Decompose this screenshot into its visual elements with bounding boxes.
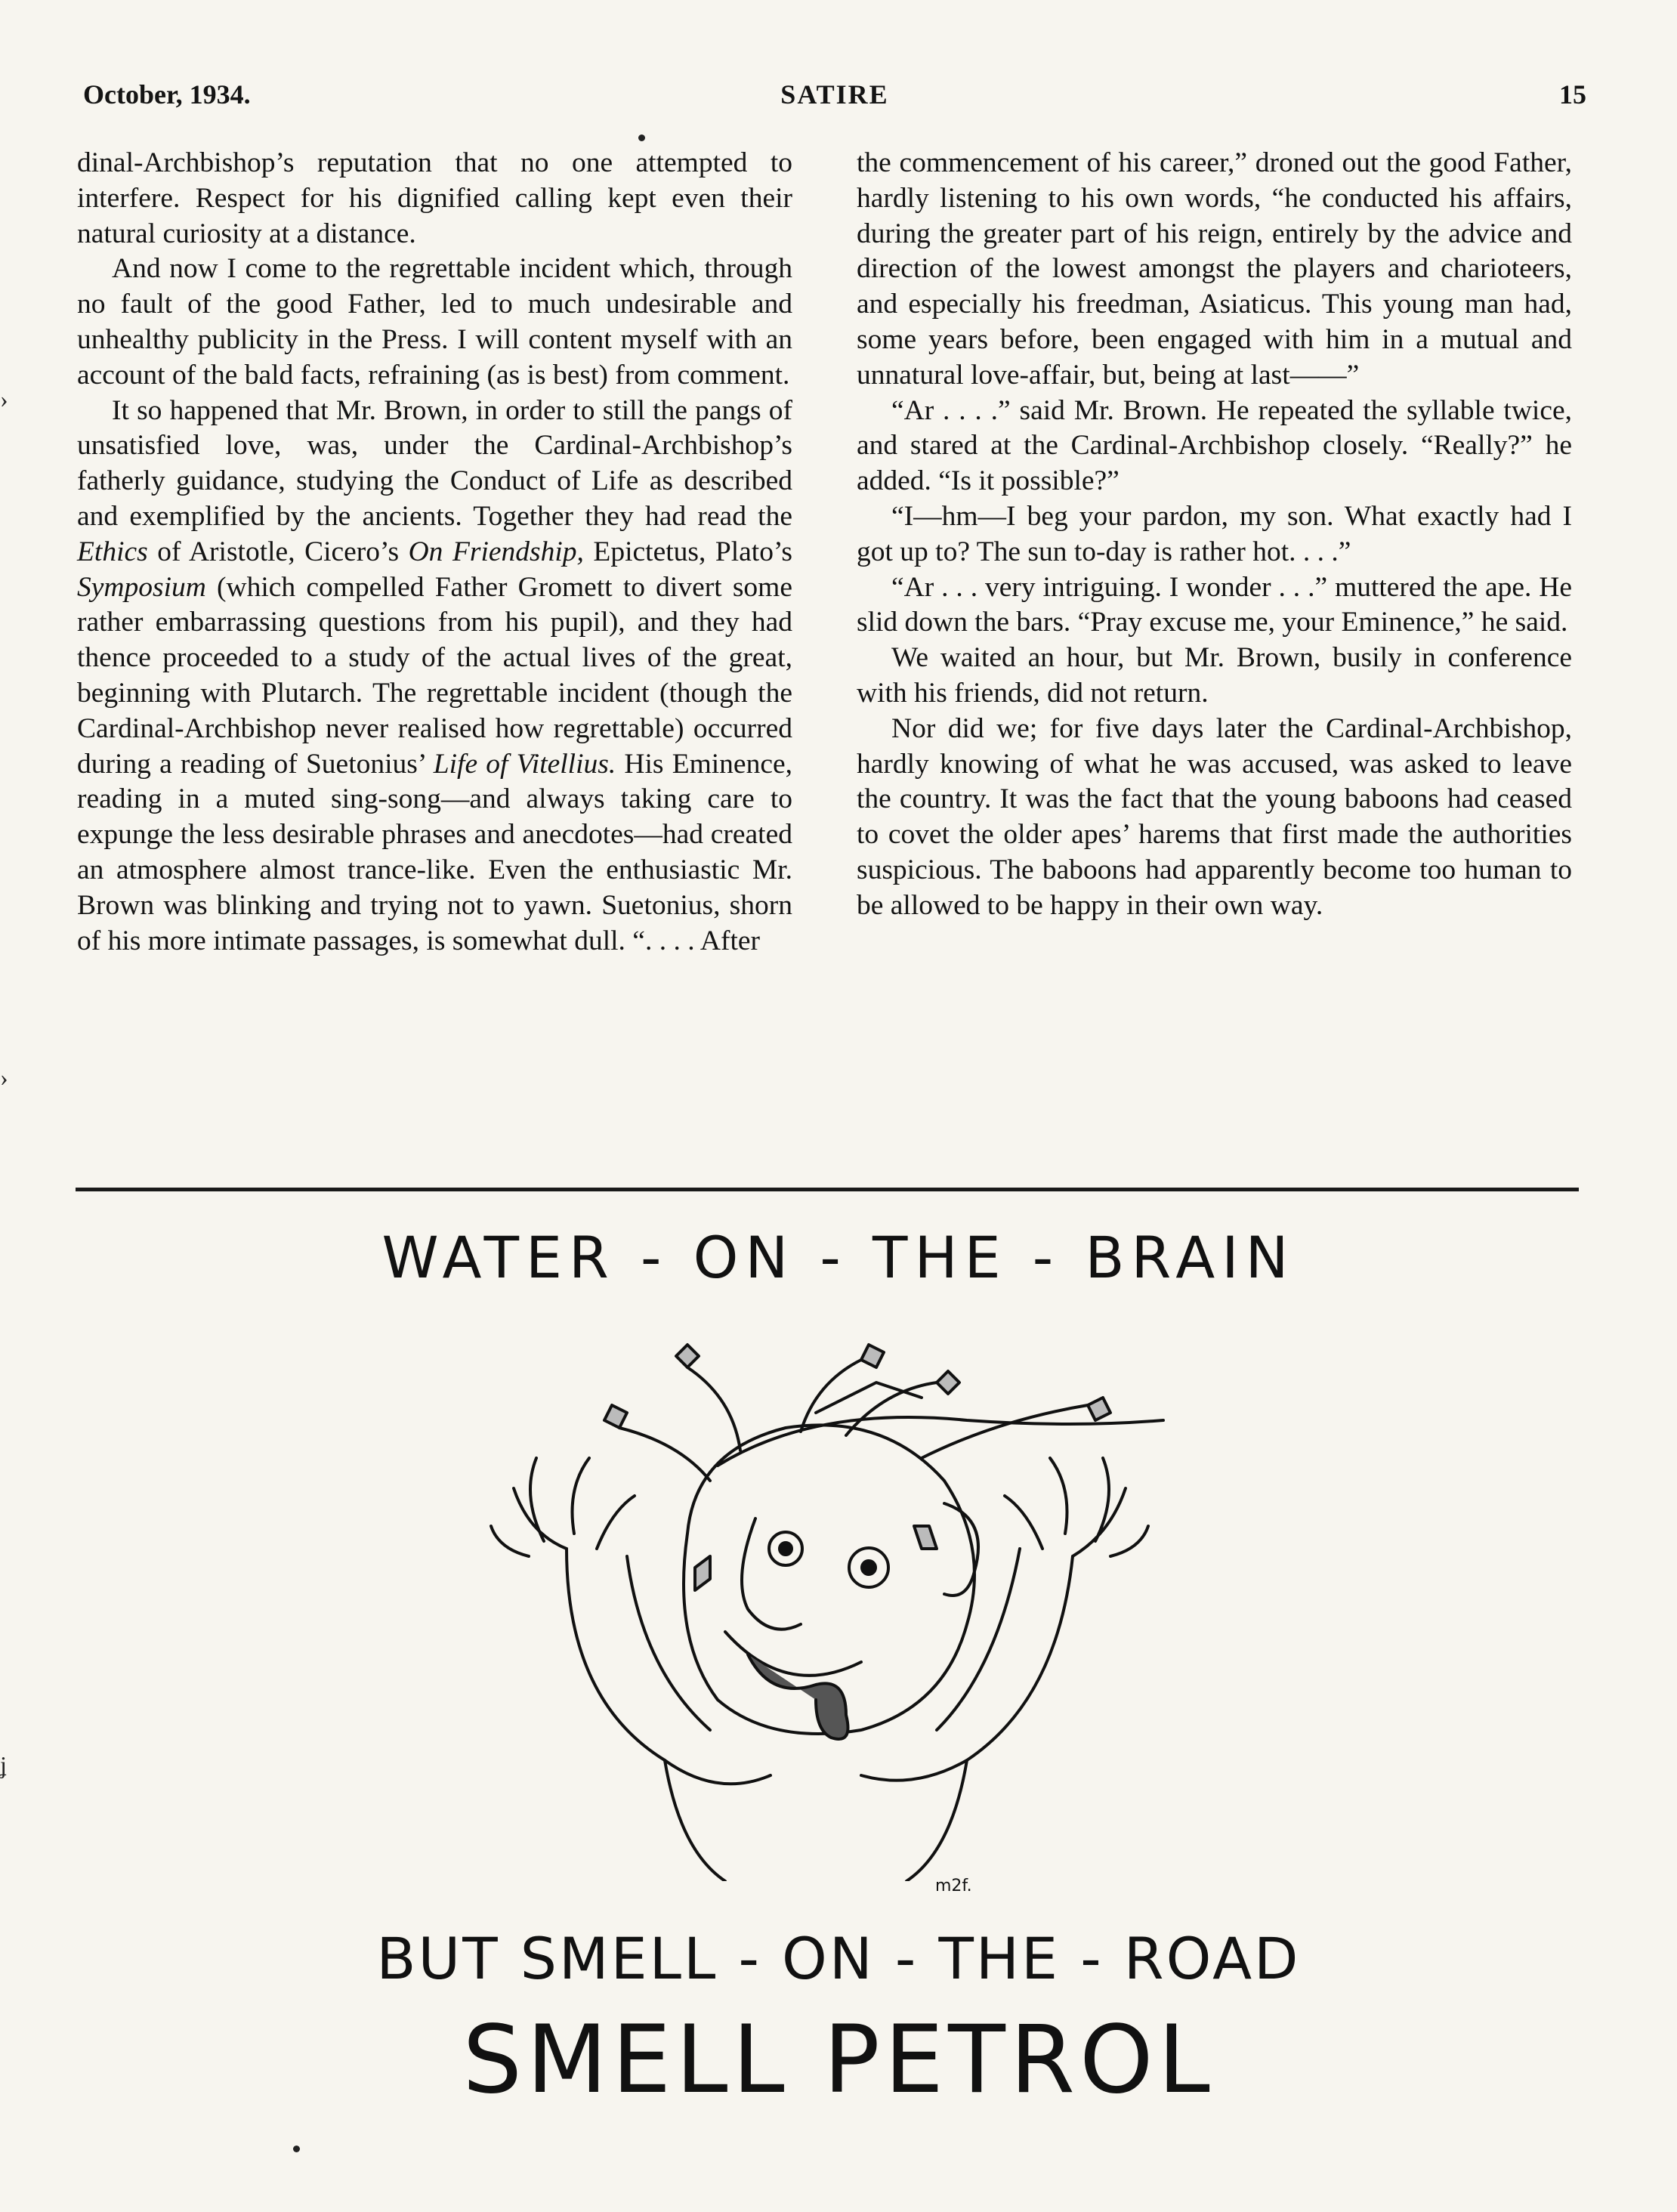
left-hand-fingers [491, 1458, 635, 1556]
cartoon-illustration [393, 1307, 1254, 1881]
issue-date: October, 1934. [83, 79, 251, 110]
paragraph: “I—hm—I beg your pardon, my son. What exactly had I got up to? The sun to-day is rather hot. . . .” [857, 500, 1572, 567]
paragraph: We waited an hour, but Mr. Brown, busily in conference with his friends, did not return. [857, 642, 1572, 709]
right-column [857, 146, 1572, 924]
paragraph: dinal-Archbishop’s reputation that no one attempted to interfere. Respect for his dignified calling kept even their natural curiosity at a distance. [77, 147, 792, 249]
text-run: His Eminence, reading in a muted sing-song—and always taking care to expunge the less desirable phrases and anecdotes—had created an atmosphere almost trance-like. Even the enthusiastic Mr. Brown was blinking and trying not to yawn. Suetonius, shorn of his more intimate passages, is somewhat dull. “. . . . After [77, 748, 792, 956]
artist-signature: m2f. [935, 1877, 972, 1895]
margin-mark: › [0, 1064, 8, 1091]
italic-title: Ethics [77, 536, 148, 567]
text-run: It so happened that Mr. Brown, in order to still the pangs of unsatisfied love, was, under the Cardinal-Archbishop’s fatherly guidance, studying the Conduct of Life as described and exemplified by the ancients. Together they had read the [77, 394, 792, 532]
left-pupil [780, 1543, 792, 1555]
italic-title: On Friendship, [408, 536, 584, 567]
ad-tagline: BUT SMELL - ON - THE - ROAD [376, 1925, 1301, 1992]
paragraph: the commencement of his career,” droned out the good Father, hardly listening to his own words, “he conducted his affairs, during the greater part of his reign, entirely by the advice and direction of the lowest amongst the players and charioteers, and especially his freedman, Asiaticus. This young man had, some years before, been engaged with him in a mutual and unnatural love-affair, but, being at last——” [857, 147, 1572, 391]
hop-cones-small [695, 1526, 937, 1590]
paragraph: “Ar . . . very intriguing. I wonder . . .” muttered the ape. He slid down the bars. “Pray excuse me, your Eminence,” he said. [857, 571, 1572, 638]
hat-crown-line [816, 1382, 922, 1413]
mouth [725, 1632, 861, 1676]
paragraph: And now I come to the regrettable incident which, through no fault of the good Father, led to much undesirable and unhealthy publicity in the Press. I will content myself with an account of the bald facts, refraining (as is best) from comment. [77, 253, 792, 391]
left-arm [567, 1549, 771, 1784]
running-header [83, 79, 1586, 121]
print-speck [293, 2146, 300, 2152]
paragraph: Nor did we; for five days later the Cardinal-Archbishop, hardly knowing of what he was accused, was asked to leave the country. It was the fact that the young baboons had ceased to covet the older apes’ harems that first made the authorities suspicious. The baboons had apparently become too human to be allowed to be happy in their own way. [857, 712, 1572, 921]
print-speck [638, 134, 645, 141]
magazine-title: SATIRE [780, 79, 889, 110]
right-arm-inner [937, 1549, 1020, 1730]
text-run: Epictetus, Plato’s [583, 536, 792, 567]
hat-brim-line [718, 1417, 1163, 1466]
nose [742, 1518, 801, 1630]
right-hand-fingers [1005, 1458, 1148, 1556]
text-run: of Aristotle, Cicero’s [147, 536, 409, 567]
margin-mark: ʝ [0, 1751, 7, 1778]
ad-brand: SMELL PETROL [462, 2006, 1215, 2115]
italic-title: Life of Vitellius. [433, 748, 616, 780]
paragraph: “Ar . . . .” said Mr. Brown. He repeated the syllable twice, and stared at the Cardinal-Archbishop closely. “Really?” he added. “Is it possible?” [857, 394, 1572, 497]
ad-headline: WATER - ON - THE - BRAIN [381, 1224, 1296, 1291]
section-divider [76, 1188, 1579, 1191]
page-number: 15 [1559, 79, 1586, 110]
text-run: (which compelled Father Gromett to divert some rather embarrassing questions from his pupil), and they had thence proceeded to a study of the actual lives of the great, beginning with Plutarch. The regrettable incident (though the Cardinal-Archbishop never realised how regrettable) occurred during a reading of Suetonius’ [77, 571, 792, 780]
paragraph [77, 394, 792, 959]
italic-title: Symposium [77, 571, 206, 603]
right-pupil [862, 1561, 876, 1574]
left-column [77, 146, 792, 959]
margin-mark: › [0, 385, 8, 412]
